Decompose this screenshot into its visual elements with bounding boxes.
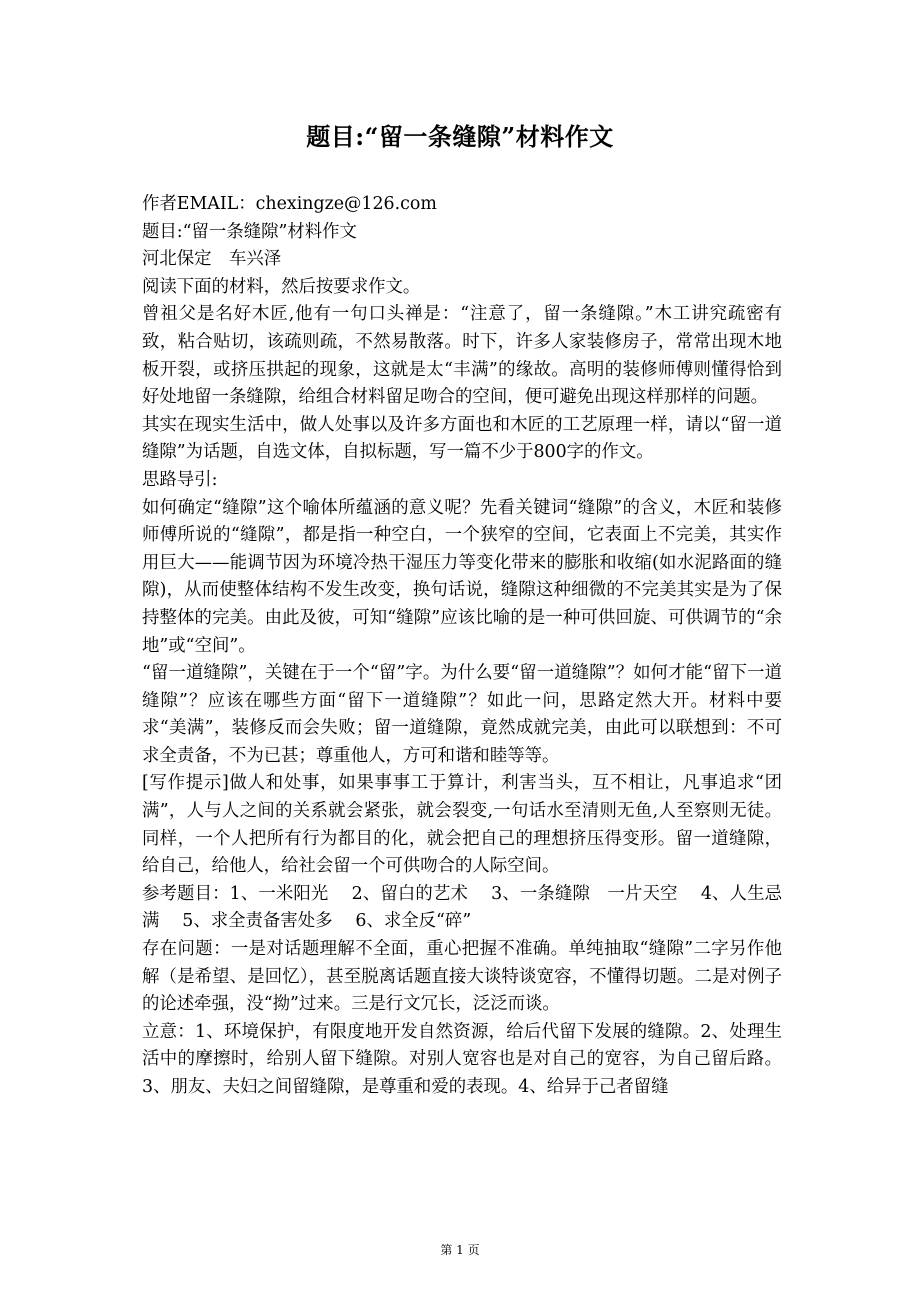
document-body	[142, 191, 782, 1102]
paragraph-reference-titles: 参考题目：1、一米阳光 2、留白的艺术 3、一条缝隙 一片天空 4、人生忌满 5、求全责备害处多 6、求全反“碎”	[142, 883, 782, 932]
paragraph-themes: 立意：1、环境保护，有限度地开发自然资源，给后代留下发展的缝隙。2、处理生活中的摩擦时，给别人留下缝隙。对别人宽容也是对自己的宽容，为自己留后路。3、朋友、夫妇之间留缝隙，是尊重和爱的表现。4、给异于己者留缝	[142, 1021, 782, 1097]
paragraph-guide-keyword: “留一道缝隙”，关键在于一个“留”字。为什么要“留一道缝隙”？如何才能“留下一道缝隙”？应该在哪些方面“留下一道缝隙”？如此一问，思路定然大开。材料中要求“美满”，装修反而会失败；留一道缝隙，竟然成就完美，由此可以联想到：不可求全责备，不为已甚；尊重他人，方可和谐和睦等等。	[142, 663, 782, 766]
paragraph-guide-heading: 思路导引:	[142, 469, 218, 490]
paragraph-author-email: 作者EMAIL：chexingze@126.com	[142, 194, 437, 214]
paragraph-author-location: 河北保定 车兴泽	[142, 249, 282, 270]
paragraph-guide-meaning: 如何确定“缝隙”这个喻体所蕴涵的意义呢？先看关键词“缝隙”的含义，木匠和装修师傅所说的“缝隙”，都是指一种空白，一个狭窄的空间，它表面上不完美，其实作用巨大——能调节因为环境冷热干湿压力等变化带来的膨胀和收缩(如水泥路面的缝隙)，从而使整体结构不发生改变，换句话说，缝隙这种细微的不完美其实是为了保持整体的完美。由此及彼，可知“缝隙”应该比喻的是一种可供回旋、可供调节的“余地”或“空间”。	[142, 497, 782, 656]
document-title: 题目:“留一条缝隙”材料作文	[306, 122, 614, 151]
paragraph-instruction: 阅读下面的材料，然后按要求作文。	[142, 276, 421, 297]
paragraph-material: 曾祖父是名好木匠,他有一句口头禅是：“注意了，留一条缝隙。”木工讲究疏密有致，粘合贴切，该疏则疏，不然易散落。时下，许多人家装修房子，常常出现木地板开裂，或挤压拱起的现象，这就是太“丰满”的缘故。高明的装修师傅则懂得恰到好处地留一条缝隙，给组合材料留足吻合的空间，便可避免出现这样那样的问题。	[142, 304, 782, 408]
paragraph-task: 其实在现实生活中，做人处事以及许多方面也和木匠的工艺原理一样，请以“留一道缝隙”为话题，自选文体，自拟标题，写一篇不少于800字的作文。	[142, 414, 782, 463]
paragraph-writing-tip: [写作提示]做人和处事，如果事事工于算计，利害当头，互不相让，凡事追求“团满”，人与人之间的关系就会紧张，就会裂变,一句话水至清则无鱼,人至察则无徒。同样，一个人把所有行为都目的化，就会把自己的理想挤压得变形。留一道缝隙，给自己，给他人，给社会留一个可供吻合的人际空间。	[142, 773, 782, 877]
page-number: 第 1 页	[440, 1243, 480, 1257]
paragraph-topic: 题目:“留一条缝隙”材料作文	[142, 221, 357, 242]
paragraph-problems: 存在问题：一是对话题理解不全面，重心把握不准确。单纯抽取“缝隙”二字另作他解（是希望、是回忆），甚至脱离话题直接大谈特谈宽容，不懂得切题。二是对例子的论述牵强，没“拗”过来。三是行文冗长，泛泛而谈。	[142, 939, 782, 1015]
